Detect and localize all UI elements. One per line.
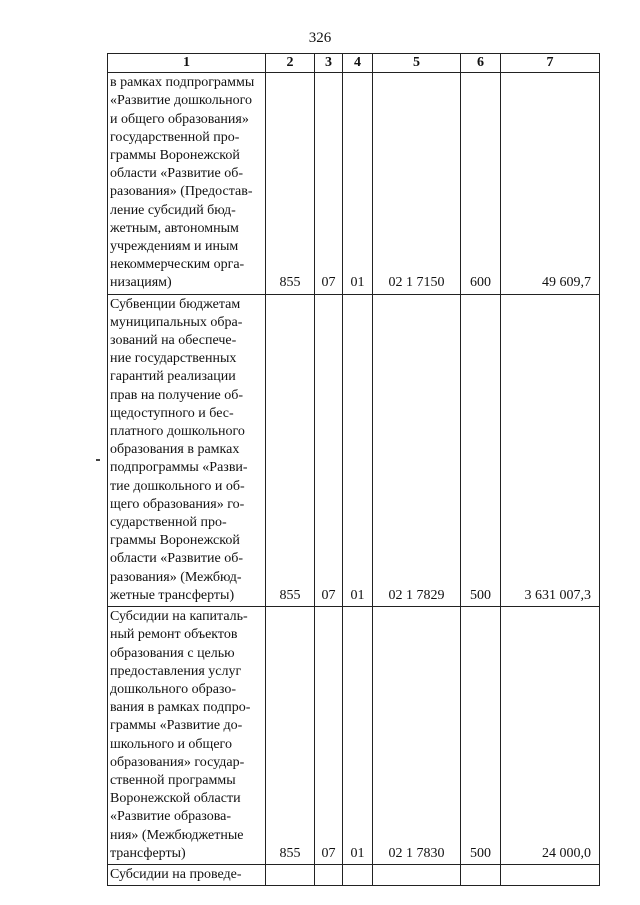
column-header-2: 2	[266, 54, 315, 73]
description-line: платного дошкольного	[110, 424, 245, 440]
description-line: разования» (Предостав-	[110, 184, 253, 200]
description-line: в рамках подпрограммы	[110, 75, 255, 91]
description-line: трансферты)	[110, 845, 186, 861]
description-line: сударственной про-	[110, 515, 227, 531]
column-header-6: 6	[461, 54, 501, 73]
target-article-code	[373, 864, 461, 885]
description-line: подпрограммы «Разви-	[110, 460, 248, 476]
description-line: ление субсидий бюд-	[110, 202, 236, 218]
description-line: образования» государ-	[110, 754, 245, 770]
subsection-code: 01	[343, 73, 373, 294]
row-description	[108, 607, 266, 865]
column-header-1: 1	[108, 54, 266, 73]
description-line: предоставления услуг	[110, 663, 242, 679]
row-description	[108, 294, 266, 606]
column-header-7: 7	[501, 54, 600, 73]
table-row	[108, 607, 600, 865]
description-line: школьного и общего	[110, 736, 232, 752]
description-line: граммы Воронежской	[110, 533, 240, 549]
amount: 3 631 007,3	[501, 294, 600, 606]
description-line: прав на получение об-	[110, 387, 244, 403]
margin-mark	[96, 459, 100, 461]
description-line: Субсидии на проведе-	[110, 866, 242, 882]
section-code: 07	[315, 607, 343, 865]
ministry-code	[266, 864, 315, 885]
expense-type-code: 600	[461, 73, 501, 294]
description-line: дошкольного образо-	[110, 681, 237, 697]
description-line: некоммерческим орга-	[110, 257, 245, 273]
amount: 24 000,0	[501, 607, 600, 865]
description-line: ние государственных	[110, 351, 237, 367]
ministry-code: 855	[266, 73, 315, 294]
section-code	[315, 864, 343, 885]
description-line: тие дошкольного и об-	[110, 478, 245, 494]
column-header-3: 3	[315, 54, 343, 73]
amount: 49 609,7	[501, 73, 600, 294]
subsection-code: 01	[343, 607, 373, 865]
description-line: гарантий реализации	[110, 369, 236, 385]
subsection-code: 01	[343, 294, 373, 606]
description-line: граммы «Развитие до-	[110, 718, 243, 734]
column-header-5: 5	[373, 54, 461, 73]
target-article-code: 02 1 7830	[373, 607, 461, 865]
ministry-code: 855	[266, 607, 315, 865]
description-line: государственной про-	[110, 129, 240, 145]
budget-table	[107, 53, 600, 886]
row-description	[108, 864, 266, 885]
page-number: 326	[308, 30, 332, 46]
description-line: Воронежской области	[110, 791, 241, 807]
description-line: щедоступного и бес-	[110, 405, 234, 421]
description-line: области «Развитие об-	[110, 166, 244, 182]
column-header-4: 4	[343, 54, 373, 73]
description-line: ственной программы	[110, 772, 236, 788]
description-line: области «Развитие об-	[110, 551, 244, 567]
amount	[501, 864, 600, 885]
section-code: 07	[315, 73, 343, 294]
description-line: зований на обеспече-	[110, 333, 237, 349]
target-article-code: 02 1 7829	[373, 294, 461, 606]
description-line: разования» (Межбюд-	[110, 569, 242, 585]
description-line: Субвенции бюджетам	[110, 296, 241, 312]
description-line: образования с целью	[110, 645, 235, 661]
description-line: «Развитие дошкольного	[110, 93, 253, 109]
description-line: ный ремонт объектов	[110, 627, 238, 643]
table-row	[108, 294, 600, 606]
target-article-code: 02 1 7150	[373, 73, 461, 294]
description-line: учреждениям и иным	[110, 239, 239, 255]
description-line: щего образования» го-	[110, 496, 245, 512]
description-line: граммы Воронежской	[110, 148, 240, 164]
description-line: жетным, автономным	[110, 220, 239, 236]
description-line: низациям)	[110, 275, 172, 291]
table-row	[108, 864, 600, 885]
description-line: «Развитие образова-	[110, 809, 232, 825]
header-row	[108, 54, 600, 73]
expense-type-code	[461, 864, 501, 885]
expense-type-code: 500	[461, 607, 501, 865]
row-description	[108, 73, 266, 294]
description-line: Субсидии на капиталь-	[110, 609, 248, 625]
description-line: жетные трансферты)	[110, 587, 235, 603]
description-line: ния» (Межбюджетные	[110, 827, 244, 843]
expense-type-code: 500	[461, 294, 501, 606]
description-line: муниципальных обра-	[110, 314, 243, 330]
description-line: и общего образования»	[110, 111, 249, 127]
table-row	[108, 73, 600, 294]
description-line: образования в рамках	[110, 442, 240, 458]
subsection-code	[343, 864, 373, 885]
description-line: вания в рамках подпро-	[110, 700, 251, 716]
ministry-code: 855	[266, 294, 315, 606]
section-code: 07	[315, 294, 343, 606]
